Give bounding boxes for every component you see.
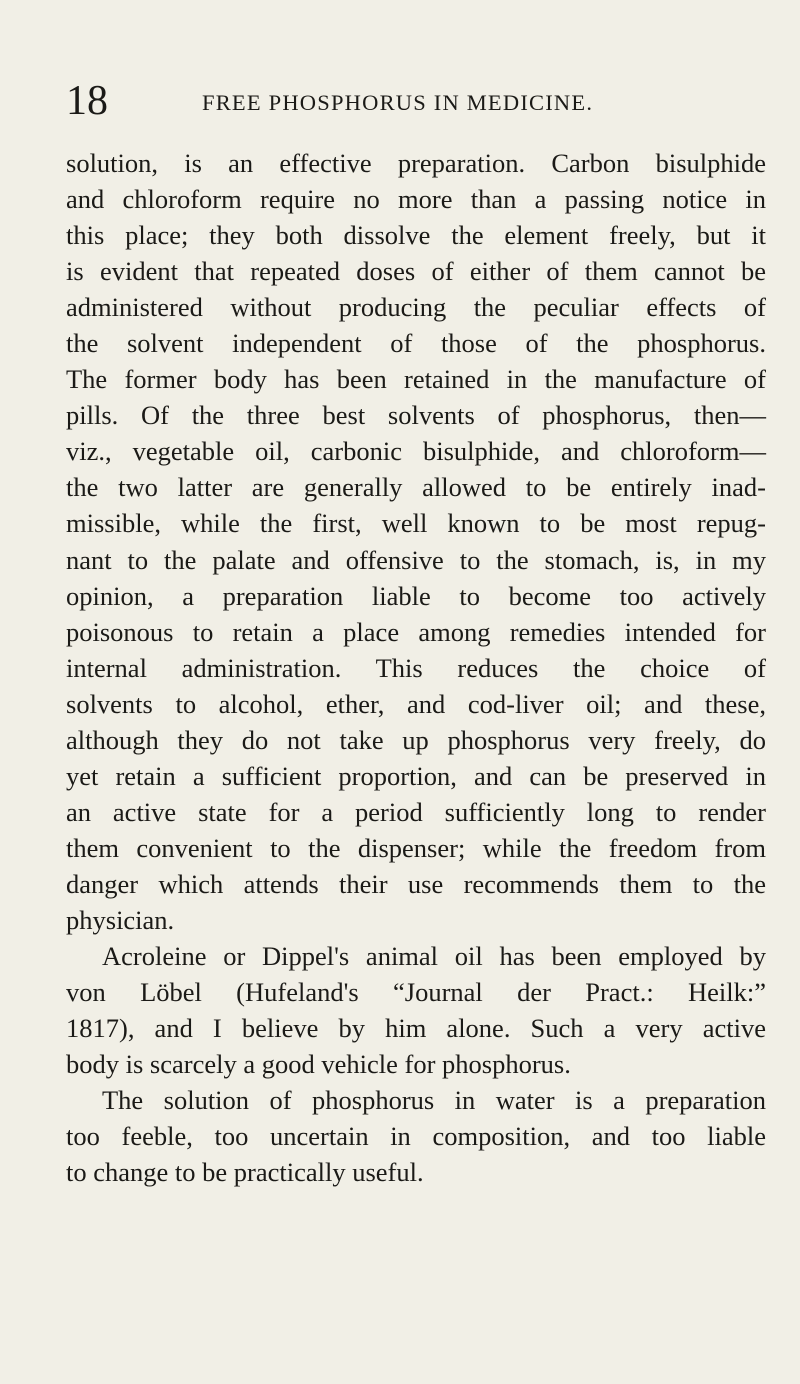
body-text [66, 145, 766, 1190]
text-line: missible, while the first, well known to be most repug- [66, 508, 766, 539]
text-line: The solution of phosphorus in water is a preparation [102, 1085, 766, 1116]
text-line: the solvent independent of those of the phosphorus. [66, 328, 766, 359]
text-line: and chloroform require no more than a passing notice in [66, 184, 766, 215]
text-line: pills. Of the three best solvents of phosphorus, then— [66, 400, 766, 431]
text-line: danger which attends their use recommends them to the [66, 868, 766, 899]
text-line: internal administration. This reduces the choice of [66, 652, 766, 683]
text-line: too feeble, too uncertain in composition, and too liable [66, 1121, 766, 1152]
text-line: them convenient to the dispenser; while the freedom from [66, 832, 766, 863]
text-line: yet retain a sufficient proportion, and can be preserved in [66, 760, 766, 791]
text-line: Acroleine or Dippel's animal oil has been employed by [102, 941, 766, 972]
text-line: opinion, a preparation liable to become too actively [66, 580, 766, 611]
text-line: body is scarcely a good vehicle for phosphorus. [66, 1049, 571, 1080]
text-line: although they do not take up phosphorus very freely, do [66, 724, 766, 755]
text-line: viz., vegetable oil, carbonic bisulphide, and chloroform— [66, 436, 766, 467]
text-line: an active state for a period sufficiently long to render [66, 796, 766, 827]
page-number: 18 [66, 78, 108, 124]
text-line: nant to the palate and offensive to the stomach, is, in my [66, 544, 766, 575]
running-title: FREE PHOSPHORUS IN MEDICINE. [202, 90, 594, 115]
text-line: administered without producing the peculiar effects of [66, 292, 766, 323]
text-line: to change to be practically useful. [66, 1157, 424, 1188]
text-line: von Löbel (Hufeland's “Journal der Pract.: Heilk:” [66, 977, 766, 1008]
text-line: poisonous to retain a place among remedies intended for [66, 616, 766, 647]
text-line: this place; they both dissolve the element freely, but it [66, 220, 766, 251]
text-line: solvents to alcohol, ether, and cod-liver oil; and these, [66, 688, 766, 719]
text-line: is evident that repeated doses of either of them cannot be [66, 256, 766, 287]
text-line: 1817), and I believe by him alone. Such a very active [66, 1013, 766, 1044]
text-line: The former body has been retained in the manufacture of [66, 364, 766, 395]
text-line: physician. [66, 904, 175, 935]
text-line: solution, is an effective preparation. Carbon bisulphide [66, 148, 766, 178]
page-header [66, 76, 766, 126]
text-line: the two latter are generally allowed to be entirely inad- [66, 472, 766, 503]
